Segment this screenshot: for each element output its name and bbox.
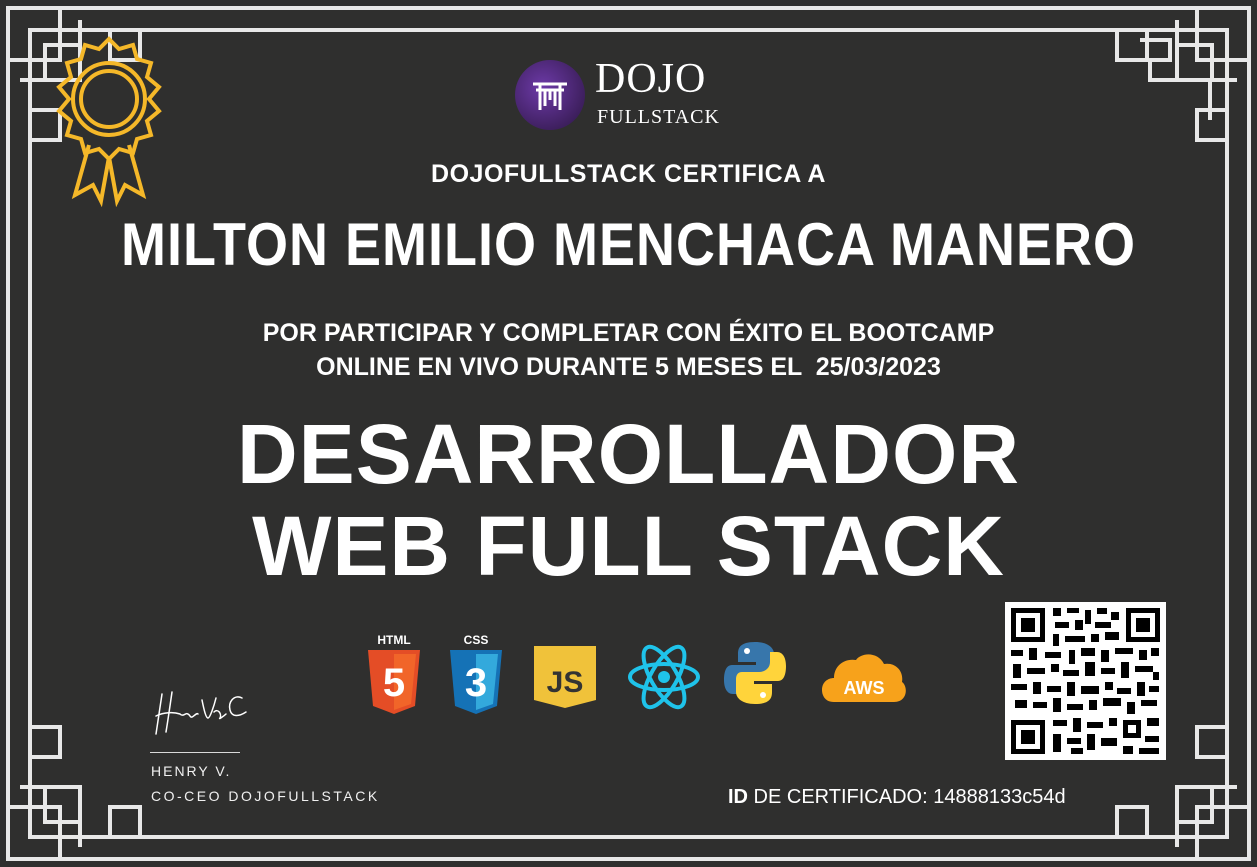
aws-glyph: AWS — [843, 678, 885, 698]
logo-brand: DOJO — [595, 56, 707, 102]
css3-glyph: 3 — [464, 661, 488, 705]
javascript-glyph: JS — [546, 666, 584, 699]
qr-code[interactable] — [1005, 602, 1166, 760]
certificate-id-label-bold: ID — [728, 786, 748, 808]
recipient-name: MILTON EMILIO MENCHACA MANERO — [121, 211, 1136, 279]
python-icon — [722, 640, 788, 706]
signer-role: CO-CEO DOJOFULLSTACK — [151, 788, 380, 804]
course-title — [0, 408, 1257, 592]
html5-icon — [364, 630, 424, 716]
css3-label: CSS — [463, 633, 489, 647]
description-line-1: POR PARTICIPAR Y COMPLETAR CON ÉXITO EL BOOTCAMP — [262, 319, 995, 347]
signature — [150, 680, 250, 740]
certificate-id-label: DE CERTIFICADO: — [748, 786, 934, 808]
logo-subtitle: FULLSTACK — [597, 106, 720, 128]
signer-name: HENRY V. — [151, 763, 232, 779]
description — [0, 316, 1257, 384]
qr-pattern — [1005, 602, 1166, 760]
html5-label: HTML — [377, 633, 411, 647]
course-title-line-2: WEB FULL STACK — [252, 499, 1005, 593]
technology-icons — [360, 630, 920, 720]
html5-glyph: 5 — [382, 661, 406, 705]
dojo-fullstack-logo — [515, 55, 725, 130]
certificate-id — [728, 786, 1066, 809]
torii-gate-icon — [515, 60, 585, 130]
certifies-heading: DOJOFULLSTACK CERTIFICA A — [431, 160, 826, 188]
description-line-2: ONLINE EN VIVO DURANTE 5 MESES EL 25/03/2023 — [316, 353, 941, 381]
course-title-line-1: DESARROLLADOR — [237, 407, 1020, 501]
css3-icon — [446, 630, 506, 716]
certificate-id-value: 14888133c54d — [933, 786, 1066, 808]
react-icon — [626, 642, 702, 712]
signature-line — [150, 752, 240, 753]
aws-icon — [820, 650, 908, 706]
javascript-icon — [532, 644, 598, 710]
